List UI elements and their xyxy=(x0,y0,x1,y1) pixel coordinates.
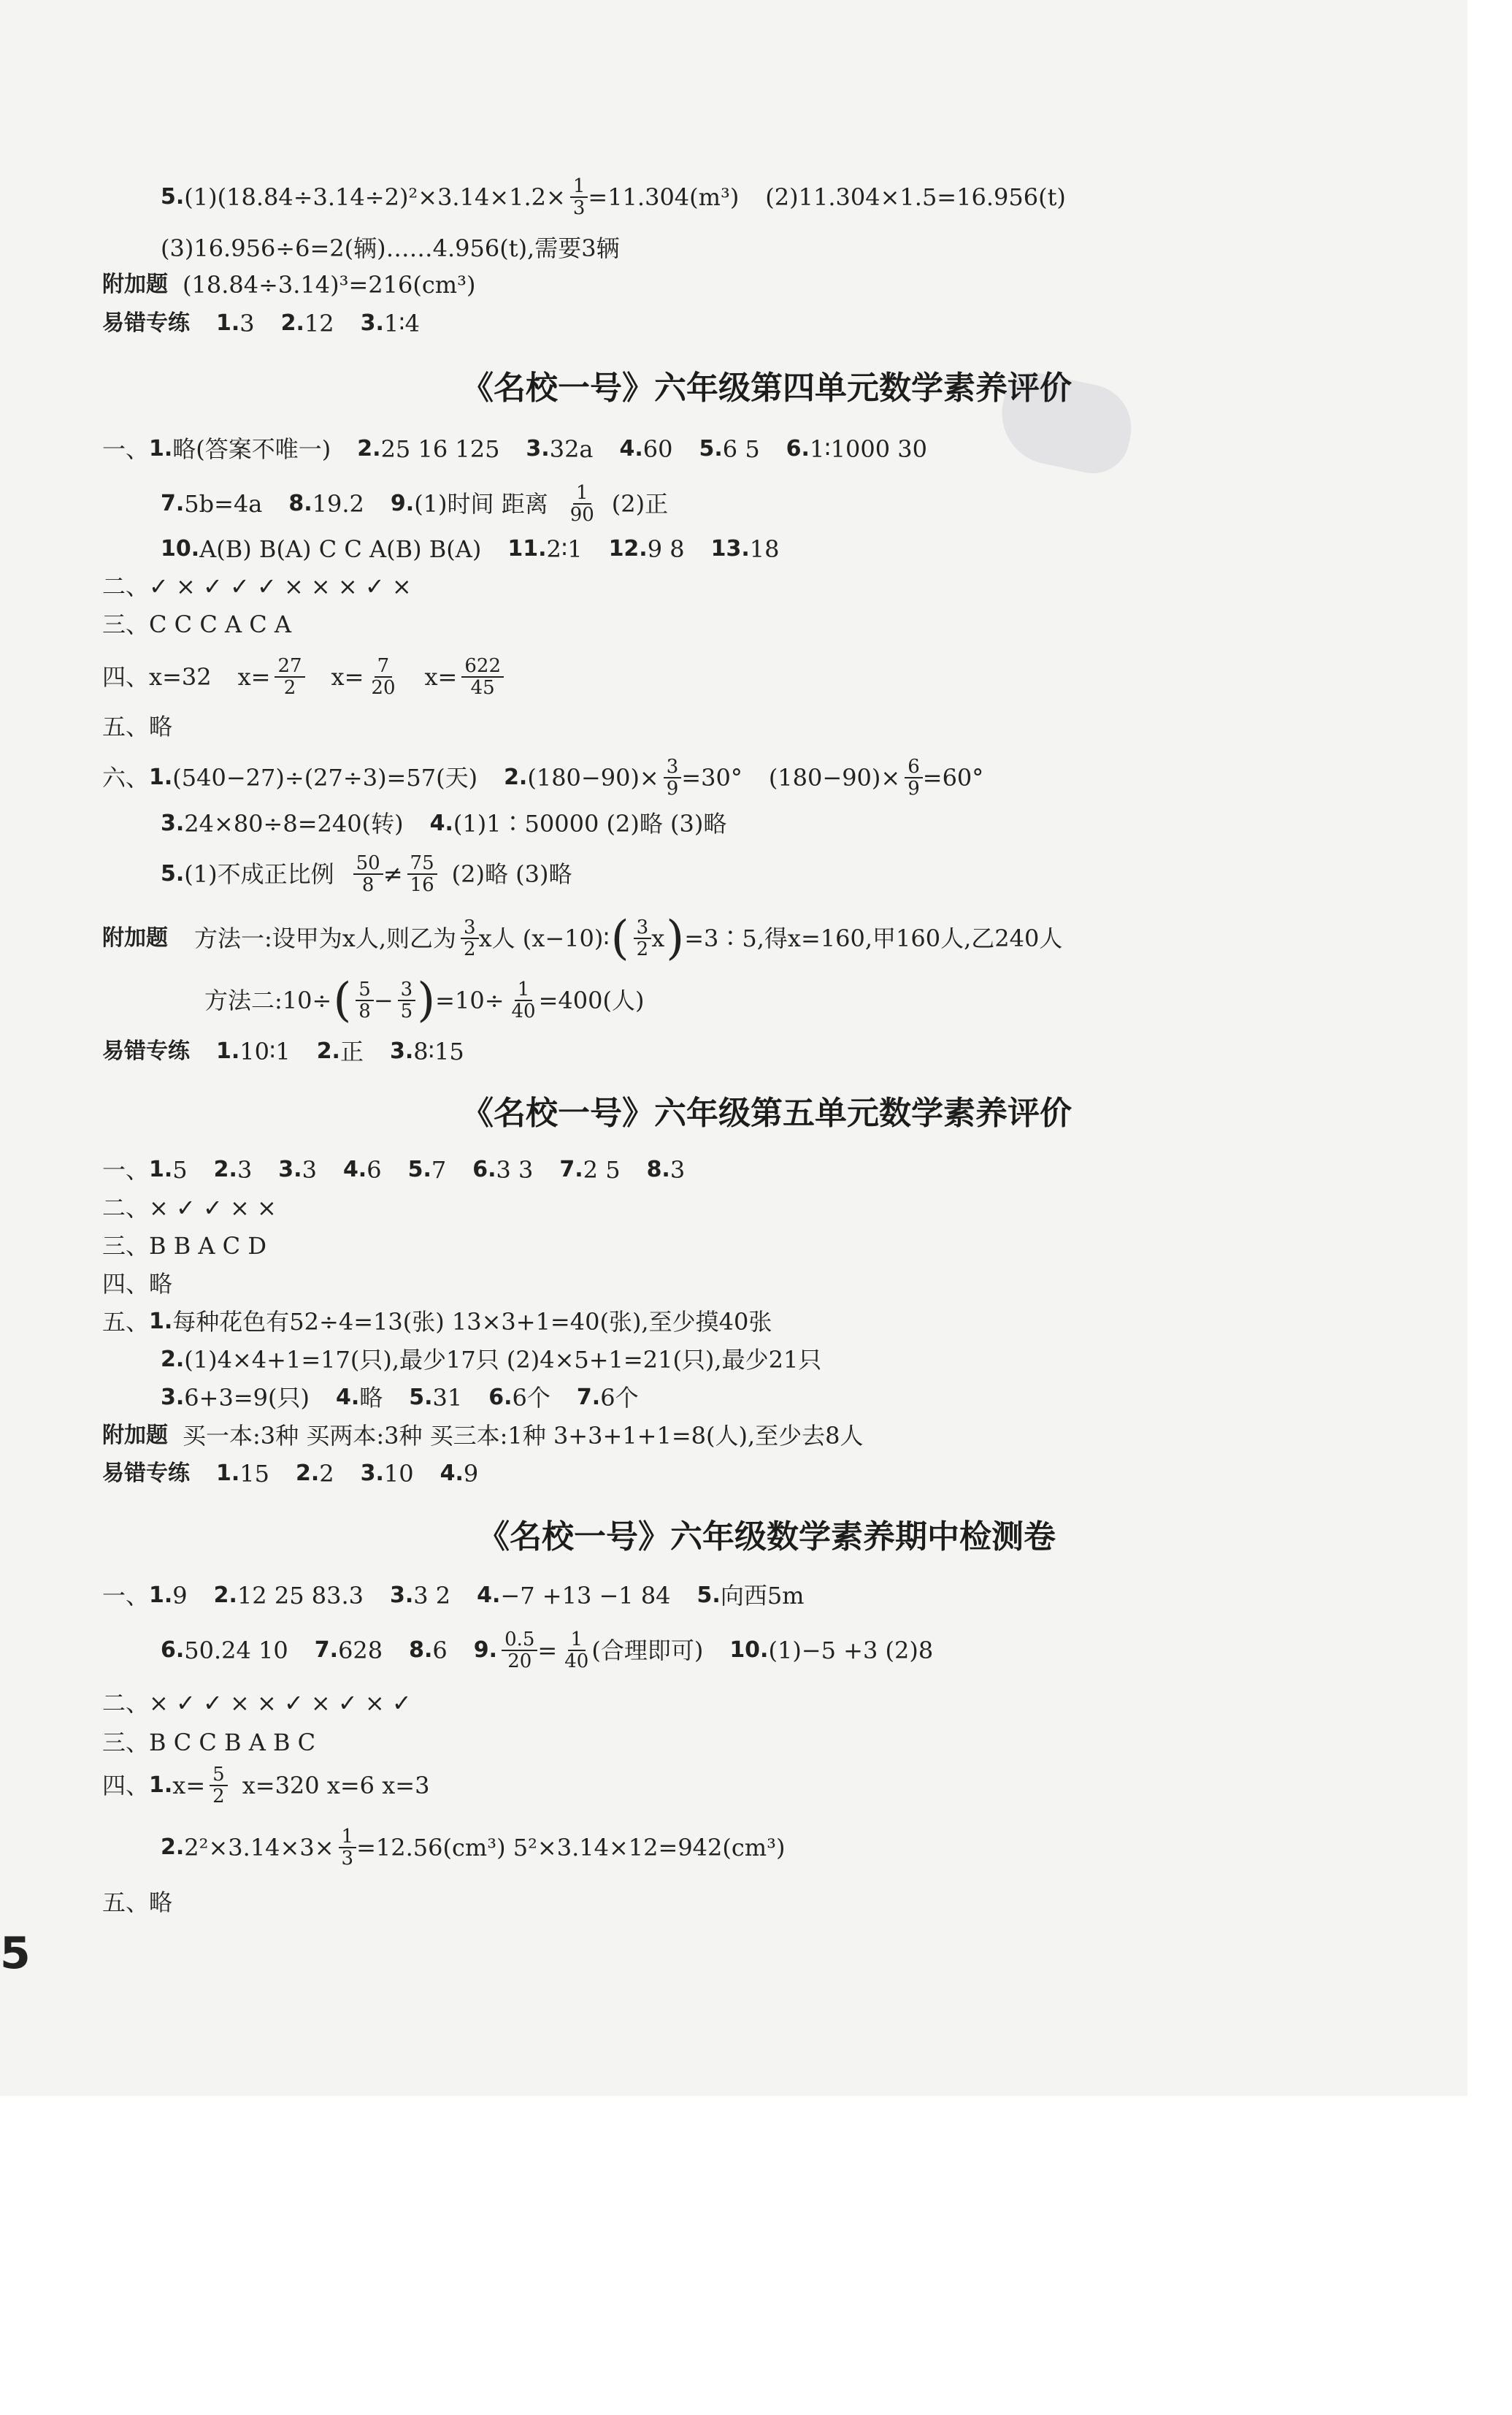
unit4-s4: 四、 x=32 x= $\frac{27}{2}$ x= $\frac{7}{20}$ x= $\frac{622}{45}$ xyxy=(102,651,504,703)
q5-part2: (2)11.304×1.5=16.956(t) xyxy=(765,183,1066,211)
unit4-s1-line2: 7. 5b=4a 8. 19.2 9. (1)时间 距离 $\frac{1}{90}$ (2)正 xyxy=(161,482,669,526)
error-line-top: 易错专练 1. 3 2. 12 3. 1∶4 xyxy=(102,310,420,337)
bonus-label: 附加题 xyxy=(102,272,168,297)
midterm-s5: 五、 略 xyxy=(102,1888,173,1916)
unit4-s6-line3: 5. (1)不成正比例 $\frac{50}{8}$ ≠ $\frac{75}{16}$ (2)略 (3)略 xyxy=(161,852,572,896)
midterm-s3: 三、 B C C B A B C xyxy=(102,1729,316,1756)
unit4-bonus-m1: 附加题 方法一:设甲为x人,则乙为 $\frac{3}{2}$ x人 (x−10)∶ ( $\frac{3}{2}$ x ) =3∶5,得x=160,甲160人,乙240人 xyxy=(102,911,1063,965)
unit5-error-line: 易错专练 1. 15 2. 2 3. 10 4. 9 xyxy=(102,1460,479,1488)
unit4-s5: 五、 略 xyxy=(102,713,173,740)
midterm-s4-q1: 四、 1. x= $\frac{5}{2}$ x=320 x=6 x=3 xyxy=(102,1764,430,1807)
midterm-s2: 二、 × ✓ ✓ × × ✓ × ✓ × ✓ xyxy=(102,1689,412,1717)
unit4-title: 《名校一号》六年级第四单元数学素养评价 xyxy=(461,370,1072,407)
unit4-bonus-m2: 方法二:10÷ ( $\frac{5}{8}$ − $\frac{3}{5}$ ) =10÷ $\frac{1}{40}$ =400(人) xyxy=(204,973,645,1027)
unit4-s6-line2: 3. 24×80÷8=240(转) 4. (1)1∶50000 (2)略 (3)略 xyxy=(161,810,727,838)
unit5-s1: 一、 1. 5 2. 3 3. 3 4. 6 5. 7 6. 3 3 7. 2 5 8. 3 xyxy=(102,1156,686,1184)
q5-part1-result: =11.304(m³) xyxy=(588,183,740,211)
page-number: 5 xyxy=(0,1928,31,1979)
unit5-s5-q2: 2. (1)4×4+1=17(只),最少17只 (2)4×5+1=21(只),最少21只 xyxy=(161,1346,822,1374)
error-label: 易错专练 xyxy=(102,310,190,336)
midterm-s1-line2: 6. 50.24 10 7. 628 8. 6 9. $\frac{0.5}{20}$ = $\frac{1}{40}$ (合理即可) 10. (1)−5 +3 (2)8 xyxy=(161,1629,934,1672)
unit5-title: 《名校一号》六年级第五单元数学素养评价 xyxy=(461,1095,1072,1132)
unit5-s4: 四、 略 xyxy=(102,1270,173,1298)
midterm-s4-q2: 2. 2²×3.14×3× $\frac{1}{3}$ =12.56(cm³) 5²×3.14×12=942(cm³) xyxy=(161,1826,786,1869)
unit5-bonus: 附加题 买一本:3种 买两本:3种 买三本:1种 3+3+1+1=8(人),至少去8人 xyxy=(102,1422,864,1450)
q5-number: 5. xyxy=(161,184,185,210)
unit5-s5-q3: 3. 6+3=9(只) 4. 略 5. 31 6. 6个 7. 6个 xyxy=(161,1384,639,1412)
q5-part3: (3)16.956÷6=2(辆)……4.956(t),需要3辆 xyxy=(161,234,620,262)
unit4-s3: 三、 C C C A C A xyxy=(102,611,292,638)
q5-fraction: $\frac{1}{3}$ xyxy=(570,176,588,218)
unit4-error-line: 易错专练 1. 10∶1 2. 正 3. 8∶15 xyxy=(102,1038,464,1065)
q5-part3-line xyxy=(161,234,620,263)
bonus-text: (18.84÷3.14)³=216(cm³) xyxy=(183,271,476,299)
unit5-s5-q1: 五、 1. 每种花色有52÷4=13(张) 13×3+1=40(张),至少摸40张 xyxy=(102,1308,772,1336)
unit4-s1-line1: 一、 1. 略(答案不唯一) 2. 25 16 125 3. 32a 4. 60 5. 6 5 6. 1∶1000 30 xyxy=(102,435,927,463)
unit5-s3: 三、 B B A C D xyxy=(102,1232,266,1260)
unit4-s6-line1: 六、 1. (540−27)÷(27÷3)=57(天) 2. (180−90)× $\frac{3}{9}$ =30° (180−90)× $\frac{6}{9}$ =60° xyxy=(102,756,984,800)
midterm-title: 《名校一号》六年级数学素养期中检测卷 xyxy=(477,1518,1056,1555)
midterm-s1-line1: 一、 1. 9 2. 12 25 83.3 3. 3 2 4. −7 +13 −1 84 5. 向西5m xyxy=(102,1582,805,1610)
q5-part1: (1)(18.84÷3.14÷2)²×3.14×1.2× xyxy=(184,183,566,211)
unit4-s1-line3: 10. A(B) B(A) C C A(B) B(A) 11. 2∶1 12. 9 8 13. 18 xyxy=(161,535,780,563)
q5-line xyxy=(161,175,1066,219)
unit4-s2: 二、 ✓ × ✓ ✓ ✓ × × × ✓ × xyxy=(102,573,412,600)
unit5-s2: 二、 × ✓ ✓ × × xyxy=(102,1194,277,1222)
bonus-line-top xyxy=(102,270,475,299)
